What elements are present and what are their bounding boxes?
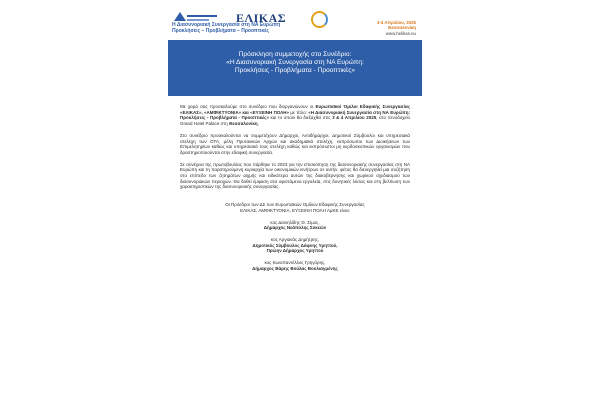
ring-emblem-icon (311, 11, 328, 28)
invitation-document (168, 8, 422, 400)
paragraph-context: Σε συνέχεια της πρωτοβουλίας που πάρθηκε το 2023 για την επισκόπηση της διασυνοριακής συνεργασίας στη ΝΑ Ευρώπη και τη παρατηρούμενη κυριαρχία των οικονομικών κινήτρων σε αυτήν, φέτος θα διενεργηθεί μια συζήτηση στο επίπεδο των ζητημάτων αιχμής και ειδικότερα αυτών της διακυβέρνησης και χωρικού σχεδιασμού των διασυνοριακών περιοχών. Θα δοθεί έμφαση στα υφιστάμενα εργαλεία, στις δυνητικές λύσεις και στη βελτίωση των χαρακτηριστικών της διασυνοριακής συνεργασίας. (180, 161, 410, 190)
signatory: κος Αργιανάς Δημήτρης, Δημοτικός Σύμβουλος Δάφνης Υμηττού, Πρώην Δήμαρχος Υμηττού (252, 236, 338, 254)
triangle-logo-icon (174, 12, 186, 21)
conference-emblem (310, 10, 328, 28)
event-website: www.helikas.eu (385, 30, 416, 36)
event-city: Θεσσαλονίκη (387, 25, 416, 31)
event-date: 3-4 Απριλίου, 2025 (377, 20, 416, 25)
signatory: κος Κωνσταντέλλος Γρηγόρης, Δήμαρχος Βάρης Βούλας Βουλιαγμένης (252, 260, 338, 271)
signatory: κος Δανιηλίδης Θ. Σίμος, Δήμαρχος Νεάπολης Συκεών (263, 219, 327, 231)
paragraph-intro: Με χαρά σας προσκαλούμε στο συνέδριο που διοργανώνουν οι Ευρωπαϊκοί Όμιλοι Εδαφικής Συνεργασίας «ΕΛΙΚΑΣ», «ΑΜΦΙΚΤΥΟΝΙΑ» και «ΕΥΞΕΙΝΗ ΠΟΛΗ» με τίτλο: «Η Διασυνοριακή Συνεργασία στη ΝΑ Ευρώπη: Προκλήσεις - Προβλήματα - Προοπτικές» και το οποίο θα διεξαχθεί στις 3 & 4 Απριλίου 2025, στο Ξενοδοχείο Grand Hotel Palace στη Θεσσαλονίκη. (180, 104, 411, 127)
invitation-title: Πρόσκληση συμμετοχής στο Συνέδριο: «Η Διασυνοριακή Συνεργασία στη ΝΑ Ευρώπη: Προκλήσεις - Προβλήματα - Προοπτικές» (226, 51, 364, 75)
event-info (377, 20, 416, 36)
closing-statement: Οι Πρόεδροι των ΔΣ των Ευρωπαϊκών Ομίλων Εδαφικής Συνεργασίας ΕΛΙΚΑΣ, ΑΜΦΙΚΤΥΟΝΙΑ, ΕΥΞΕΙΝΗ ΠΟΛΗ ΑμΚΕ είναι: (225, 202, 365, 213)
paragraph-participants: Στο συνέδριο προσκαλούνται να συμμετέχουν Δήμαρχοι, Αντιδήμαρχοι, Δημοτικοί Σύμβουλοι και υπηρεσιακά στελέχη των ΟΤΑ, μέλη Πρυτανικών Αρχών και ακαδημαϊκά στελέχη, εκπρόσωποι των Διοικήσεων των Επιμελητηρίων καθώς και υπηρεσιακά τους στελέχη καθώς και εκπρόσωποι μη κερδοσκοπικών οργανισμών που δραστηριοποιούνται στην εδαφική συνεργασία. (180, 132, 410, 155)
letter-body (180, 104, 410, 277)
helikas-logo: ΕΛΙΚΑΣ (236, 11, 287, 25)
header-ribbon: Η Διασυνοριακή Συνεργασία στη ΝΑ Ευρώπη Προκλήσεις – Προβλήματα – Προοπτικές (172, 22, 281, 34)
title-band (168, 40, 422, 96)
